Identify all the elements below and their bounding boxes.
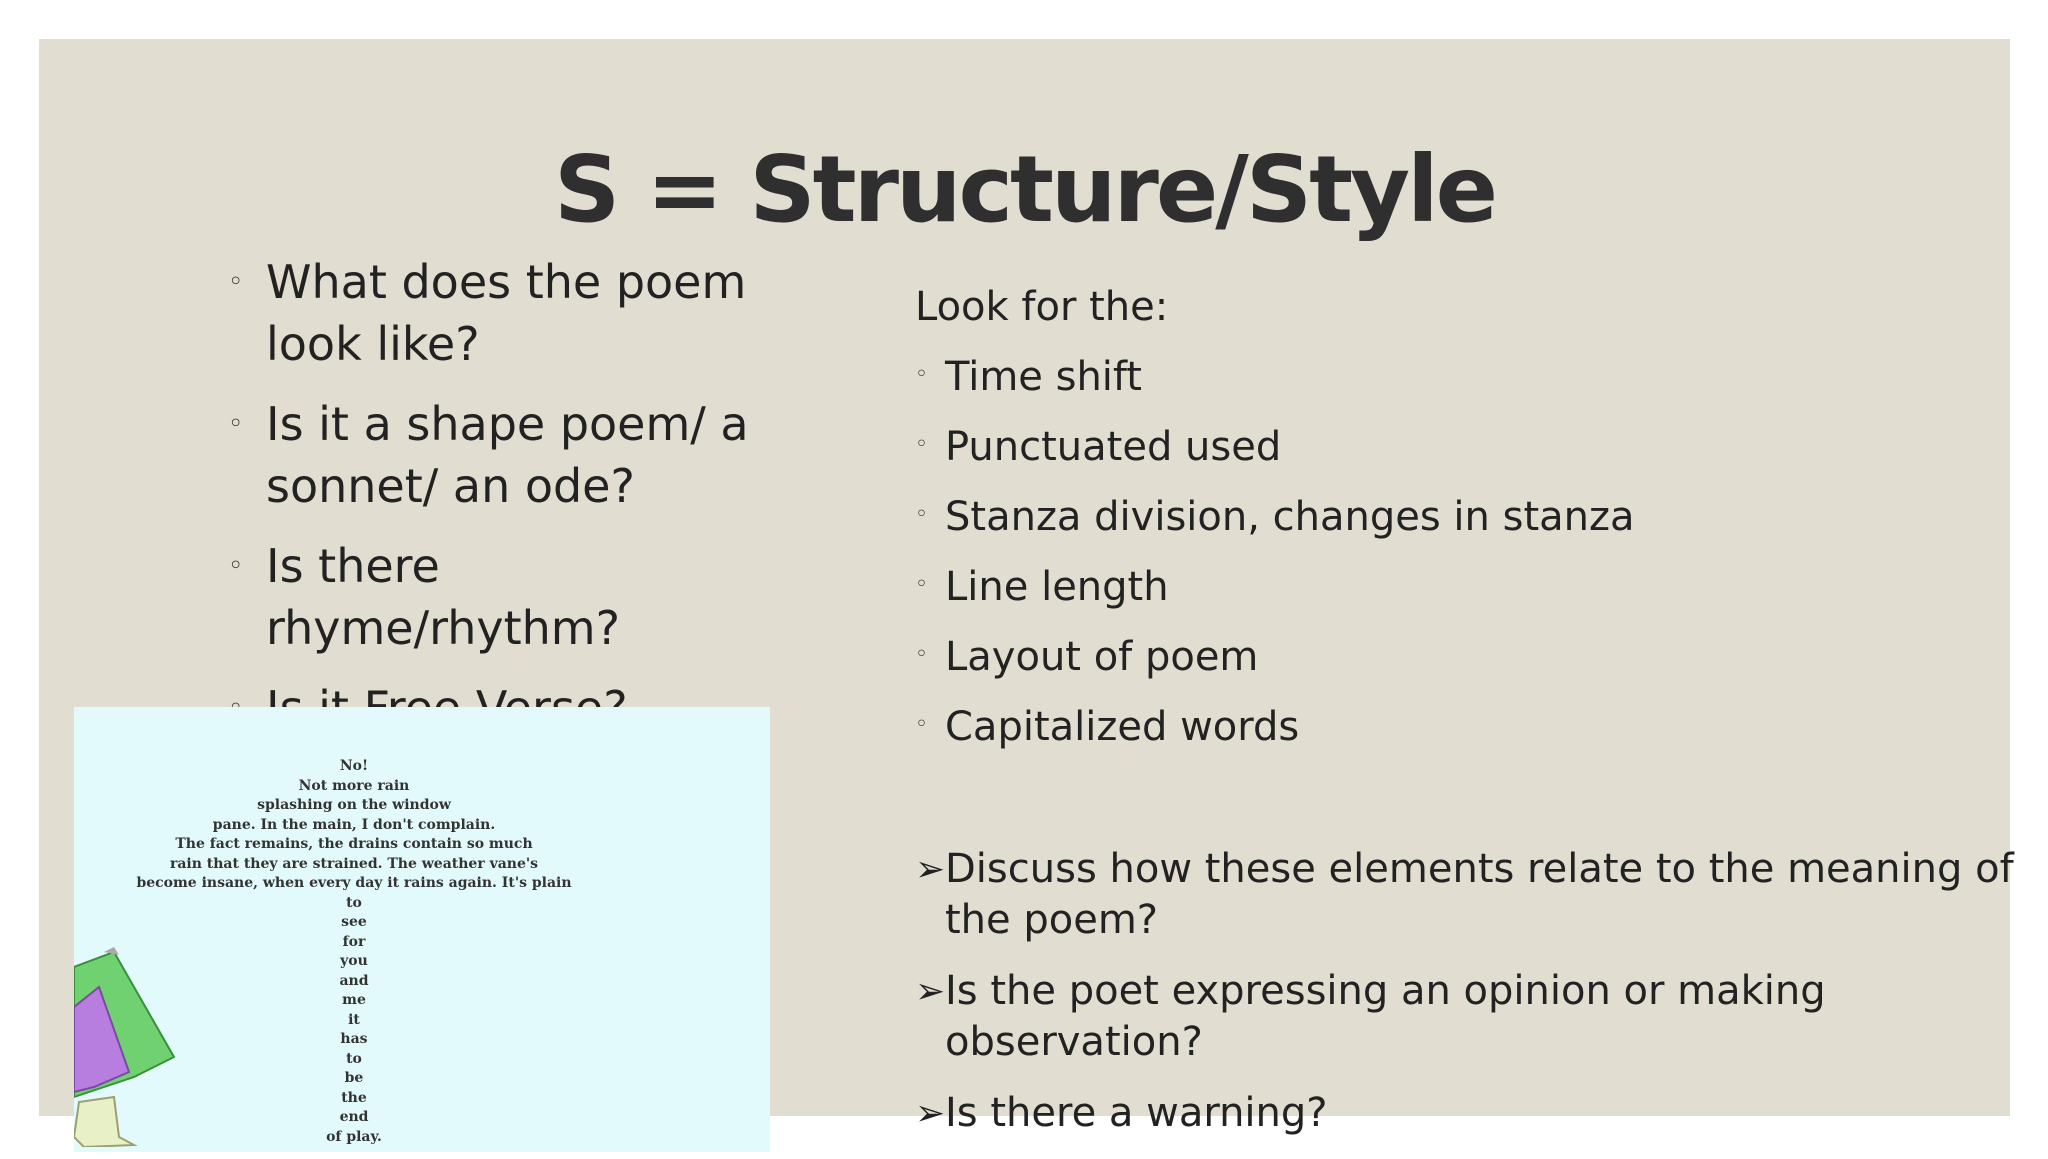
poem-line: has bbox=[340, 1031, 368, 1047]
look-for-list bbox=[915, 349, 1965, 769]
poem-line: pane. In the main, I don't complain. bbox=[212, 816, 496, 833]
bullet-icon: ◦ bbox=[228, 267, 244, 297]
list-item bbox=[915, 349, 1965, 405]
poem-line: it bbox=[348, 1011, 360, 1028]
look-for-text: Time shift bbox=[945, 354, 1142, 400]
poem-line: to bbox=[346, 1050, 362, 1067]
list-item bbox=[915, 966, 2015, 1068]
poem-line: become insane, when every day it rains again. It's plain bbox=[136, 875, 572, 891]
look-for-text: Line length bbox=[945, 564, 1169, 610]
poem-line: me bbox=[342, 992, 366, 1008]
bullet-icon: ◦ bbox=[915, 362, 928, 387]
discussion-list bbox=[915, 844, 2015, 1159]
bullet-icon: ◦ bbox=[915, 572, 928, 597]
list-item bbox=[228, 393, 788, 517]
look-for-text: Capitalized words bbox=[945, 704, 1300, 750]
discussion-text: Discuss how these elements relate to the meaning of the poem? bbox=[945, 846, 2014, 943]
poem-line: rain that they are strained. The weather vane's bbox=[169, 855, 539, 872]
arrow-bullet-icon: ➢ bbox=[915, 971, 946, 1012]
poem-line: No! bbox=[339, 758, 369, 774]
poem-line: be bbox=[344, 1070, 364, 1086]
shape-poem-image bbox=[74, 707, 770, 1152]
poem-line: of play. bbox=[326, 1128, 382, 1145]
bullet-icon: ◦ bbox=[915, 432, 928, 457]
discussion-text: Is there a warning? bbox=[945, 1090, 1328, 1136]
poem-line: you bbox=[340, 953, 368, 969]
arrow-bullet-icon: ➢ bbox=[915, 1093, 946, 1134]
question-text: Is there rhyme/rhythm? bbox=[266, 539, 620, 655]
bullet-icon: ◦ bbox=[915, 642, 928, 667]
list-item bbox=[915, 629, 1965, 685]
look-for-text: Stanza division, changes in stanza bbox=[945, 494, 1635, 540]
question-text: Is it a shape poem/ a sonnet/ an ode? bbox=[266, 397, 749, 513]
poem-line: for bbox=[342, 933, 366, 950]
question-text: What does the poem look like? bbox=[266, 255, 747, 371]
list-item bbox=[915, 559, 1965, 615]
list-item bbox=[915, 1088, 2015, 1139]
poem-line: The fact remains, the drains contain so much bbox=[175, 836, 533, 852]
list-item bbox=[915, 489, 1965, 545]
list-item bbox=[915, 844, 2015, 946]
arrow-bullet-icon: ➢ bbox=[915, 849, 946, 890]
poem-line: to bbox=[346, 894, 362, 911]
list-item bbox=[228, 535, 788, 659]
look-for-text: Punctuated used bbox=[945, 424, 1282, 470]
discussion-text: Is the poet expressing an opinion or making observation? bbox=[945, 968, 1826, 1065]
poem-line: end bbox=[339, 1109, 369, 1125]
list-item bbox=[228, 251, 788, 375]
slide-title: S = Structure/Style bbox=[553, 136, 1496, 243]
look-for-text: Layout of poem bbox=[945, 634, 1259, 680]
list-item bbox=[915, 699, 1965, 755]
poem-line: see bbox=[341, 914, 367, 930]
bullet-icon: ◦ bbox=[915, 712, 928, 737]
bullet-icon: ◦ bbox=[228, 409, 244, 439]
list-item bbox=[915, 419, 1965, 475]
umbrella-boot-icon bbox=[74, 947, 184, 1147]
left-question-list bbox=[228, 251, 788, 757]
poem-line: splashing on the window bbox=[257, 797, 451, 813]
poem-line: and bbox=[339, 972, 369, 989]
bullet-icon: ◦ bbox=[228, 551, 244, 581]
look-for-intro: Look for the: bbox=[915, 284, 1169, 330]
poem-line: the bbox=[341, 1089, 367, 1106]
poem-line: Not more rain bbox=[298, 777, 410, 794]
bullet-icon: ◦ bbox=[915, 502, 928, 527]
